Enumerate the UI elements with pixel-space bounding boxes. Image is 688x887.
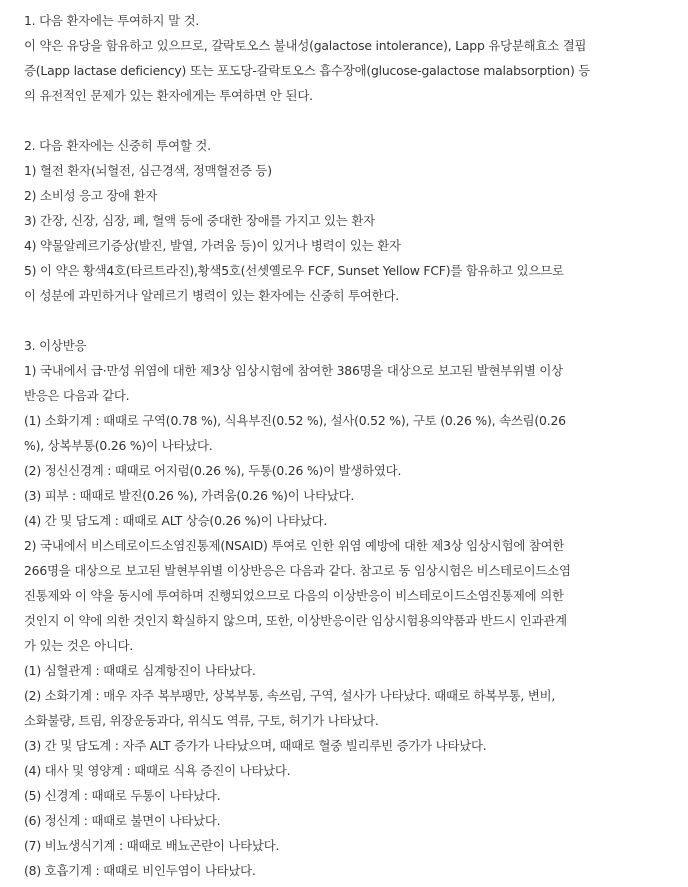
section-heading: 3. 이상반응: [24, 338, 87, 353]
list-item: 1) 혈전 환자(뇌혈전, 심근경색, 정맥혈전증 등): [24, 163, 272, 178]
list-item: 2) 소비성 응고 장애 환자: [24, 188, 158, 203]
list-item: 소화불량, 트림, 위장운동과다, 위식도 역류, 구토, 허기가 나타났다.: [24, 713, 379, 728]
section-precautions: [24, 133, 684, 308]
list-item: (1) 소화기계 : 때때로 구역(0.78 %), 식욕부진(0.52 %), 설사(0.52 %), 구토 (0.26 %), 속쓰림(0.26: [24, 413, 566, 428]
list-item: 5) 이 약은 황색4호(타르트라진),황색5호(선셋옐로우 FCF, Sunset Yellow FCF)를 함유하고 있으므로: [24, 263, 564, 278]
list-item: 266명을 대상으로 보고된 발현부위별 이상반응은 다음과 같다. 참고로 동 임상시험은 비스테로이드소염: [24, 563, 571, 578]
list-item: (5) 신경계 : 때때로 두통이 나타났다.: [24, 788, 221, 803]
list-item: 이 성분에 과민하거나 알레르기 병력이 있는 환자에는 신중히 투여한다.: [24, 288, 399, 303]
list-item: %), 상복부통(0.26 %)이 나타났다.: [24, 438, 213, 453]
list-item: (4) 대사 및 영양계 : 때때로 식욕 증진이 나타났다.: [24, 763, 291, 778]
list-item: 진통제와 이 약을 동시에 투여하며 진행되었으므로 다음의 이상반응이 비스테로이드소염진통제에 의한: [24, 588, 564, 603]
section-adverse-reactions: [24, 333, 684, 883]
list-item: (7) 비뇨생식기계 : 때때로 배뇨곤란이 나타났다.: [24, 838, 280, 853]
paragraph-line: 의 유전적인 문제가 있는 환자에게는 투여하면 안 된다.: [24, 88, 313, 103]
list-item: (6) 정신계 : 때때로 불면이 나타났다.: [24, 813, 221, 828]
section-contraindications: [24, 8, 684, 108]
section-heading: 2. 다음 환자에는 신중히 투여할 것.: [24, 138, 211, 153]
list-item: 2) 국내에서 비스테로이드소염진통제(NSAID) 투여로 인한 위염 예방에 대한 제3상 임상시험에 참여한: [24, 538, 565, 553]
section-spacer: [24, 308, 684, 333]
list-item: 4) 약물알레르기증상(발진, 발열, 가려움 등)이 있거나 병력이 있는 환자: [24, 238, 401, 253]
paragraph-line: 증(Lapp lactase deficiency) 또는 포도당-갈락토오스 흡수장애(glucose-galactose malabsorption) 등: [24, 63, 591, 78]
list-item: 3) 간장, 신장, 심장, 폐, 혈액 등에 중대한 장애를 가지고 있는 환자: [24, 213, 375, 228]
list-item: 것인지 이 약에 의한 것인지 확실하지 않으며, 또한, 이상반응이란 임상시험용의약품과 반드시 인과관계: [24, 613, 567, 628]
list-item: (4) 간 및 담도계 : 때때로 ALT 상승(0.26 %)이 나타났다.: [24, 513, 328, 528]
list-item: (1) 심혈관계 : 때때로 심계항진이 나타났다.: [24, 663, 256, 678]
list-item: 가 있는 것은 아니다.: [24, 638, 134, 653]
document-body: [24, 8, 684, 883]
list-item: (3) 간 및 담도계 : 자주 ALT 증가가 나타났으며, 때때로 혈중 빌리루빈 증가가 나타났다.: [24, 738, 487, 753]
paragraph-line: 이 약은 유당을 함유하고 있으므로, 갈락토오스 불내성(galactose intolerance), Lapp 유당분해효소 결핍: [24, 38, 587, 53]
section-heading: 1. 다음 환자에는 투여하지 말 것.: [24, 13, 200, 28]
list-item: (3) 피부 : 때때로 발진(0.26 %), 가려움(0.26 %)이 나타났다.: [24, 488, 355, 503]
section-spacer: [24, 108, 684, 133]
list-item: (2) 소화기계 : 매우 자주 복부팽만, 상복부통, 속쓰림, 구역, 설사가 나타났다. 때때로 하복부통, 변비,: [24, 688, 556, 703]
list-item: (8) 호흡기계 : 때때로 비인두염이 나타났다.: [24, 863, 256, 878]
list-item: 1) 국내에서 급·만성 위염에 대한 제3상 임상시험에 참여한 386명을 대상으로 보고된 발현부위별 이상: [24, 363, 563, 378]
list-item: 반응은 다음과 같다.: [24, 388, 130, 403]
list-item: (2) 정신신경계 : 때때로 어지럼(0.26 %), 두통(0.26 %)이 발생하였다.: [24, 463, 402, 478]
